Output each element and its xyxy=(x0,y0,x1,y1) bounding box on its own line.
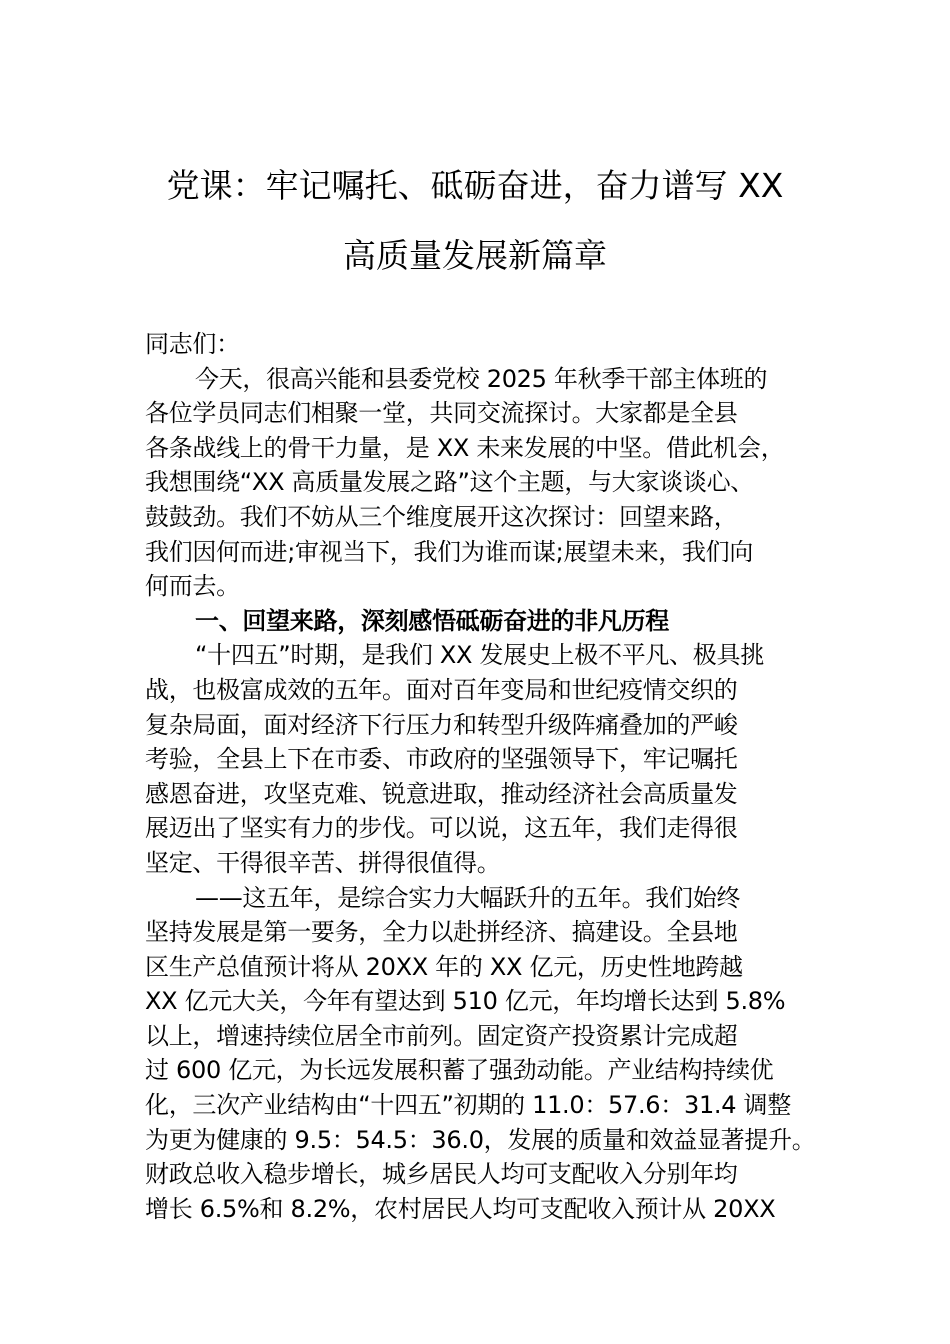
paragraph-line: 考验，全县上下在市委、市政府的坚强领导下，牢记嘱托 xyxy=(145,745,738,774)
paragraph-line: 化，三次产业结构由“十四五”初期的 11.0：57.6：31.4 调整 xyxy=(145,1091,791,1120)
paragraph-line: 增长 6.5%和 8.2%，农村居民人均可支配收入预计从 20XX xyxy=(145,1194,776,1223)
paragraph-line: ——这五年，是综合实力大幅跃升的五年。我们始终 xyxy=(195,883,741,912)
paragraph-line: 各位学员同志们相聚一堂，共同交流探讨。大家都是全县 xyxy=(145,399,738,428)
paragraph-line: 过 600 亿元，为长远发展积蓄了强劲动能。产业结构持续优 xyxy=(145,1056,774,1085)
paragraph-line: XX 亿元大关，今年有望达到 510 亿元，年均增长达到 5.8% xyxy=(145,987,786,1016)
paragraph-line: 坚持发展是第一要务，全力以赴拼经济、搞建设。全县地 xyxy=(145,918,738,947)
paragraph-line: 区生产总值预计将从 20XX 年的 XX 亿元，历史性地跨越 xyxy=(145,952,743,981)
paragraph-line: 鼓鼓劲。我们不妨从三个维度展开这次探讨：回望来路， xyxy=(145,502,738,531)
section-heading: 一、回望来路，深刻感悟砥砺奋进的非凡历程 xyxy=(195,606,669,635)
paragraph-line: 感恩奋进，攻坚克难、锐意进取，推动经济社会高质量发 xyxy=(145,779,738,808)
paragraph-line: 各条战线上的骨干力量，是 XX 未来发展的中坚。借此机会， xyxy=(145,433,785,462)
paragraph-line: “十四五”时期，是我们 XX 发展史上极不平凡、极具挑 xyxy=(195,641,764,670)
paragraph-line: 今天，很高兴能和县委党校 2025 年秋季干部主体班的 xyxy=(195,364,768,393)
salutation: 同志们： xyxy=(145,330,240,358)
paragraph-line: 坚定、干得很辛苦、拼得很值得。 xyxy=(145,848,501,877)
paragraph-line: 以上，增速持续位居全市前列。固定资产投资累计完成超 xyxy=(145,1021,738,1050)
document-title-line-2: 高质量发展新篇章 xyxy=(343,236,607,275)
document-title-line-1: 党课：牢记嘱托、砥砺奋进，奋力谱写 XX xyxy=(166,166,784,205)
paragraph-line: 财政总收入稳步增长，城乡居民人均可支配收入分别年均 xyxy=(145,1160,738,1189)
paragraph-line: 为更为健康的 9.5：54.5：36.0，发展的质量和效益显著提升。 xyxy=(145,1125,816,1154)
paragraph-line: 我们因何而进;审视当下，我们为谁而谋;展望未来，我们向 xyxy=(145,537,754,566)
paragraph-line: 我想围绕“XX 高质量发展之路”这个主题，与大家谈谈心、 xyxy=(145,468,754,497)
paragraph-line: 复杂局面，面对经济下行压力和转型升级阵痛叠加的严峻 xyxy=(145,710,738,739)
paragraph-line: 何而去。 xyxy=(145,572,240,601)
paragraph-line: 展迈出了坚实有力的步伐。可以说，这五年，我们走得很 xyxy=(145,814,738,843)
paragraph-line: 战，也极富成效的五年。面对百年变局和世纪疫情交织的 xyxy=(145,675,738,704)
document-body xyxy=(145,327,845,1226)
